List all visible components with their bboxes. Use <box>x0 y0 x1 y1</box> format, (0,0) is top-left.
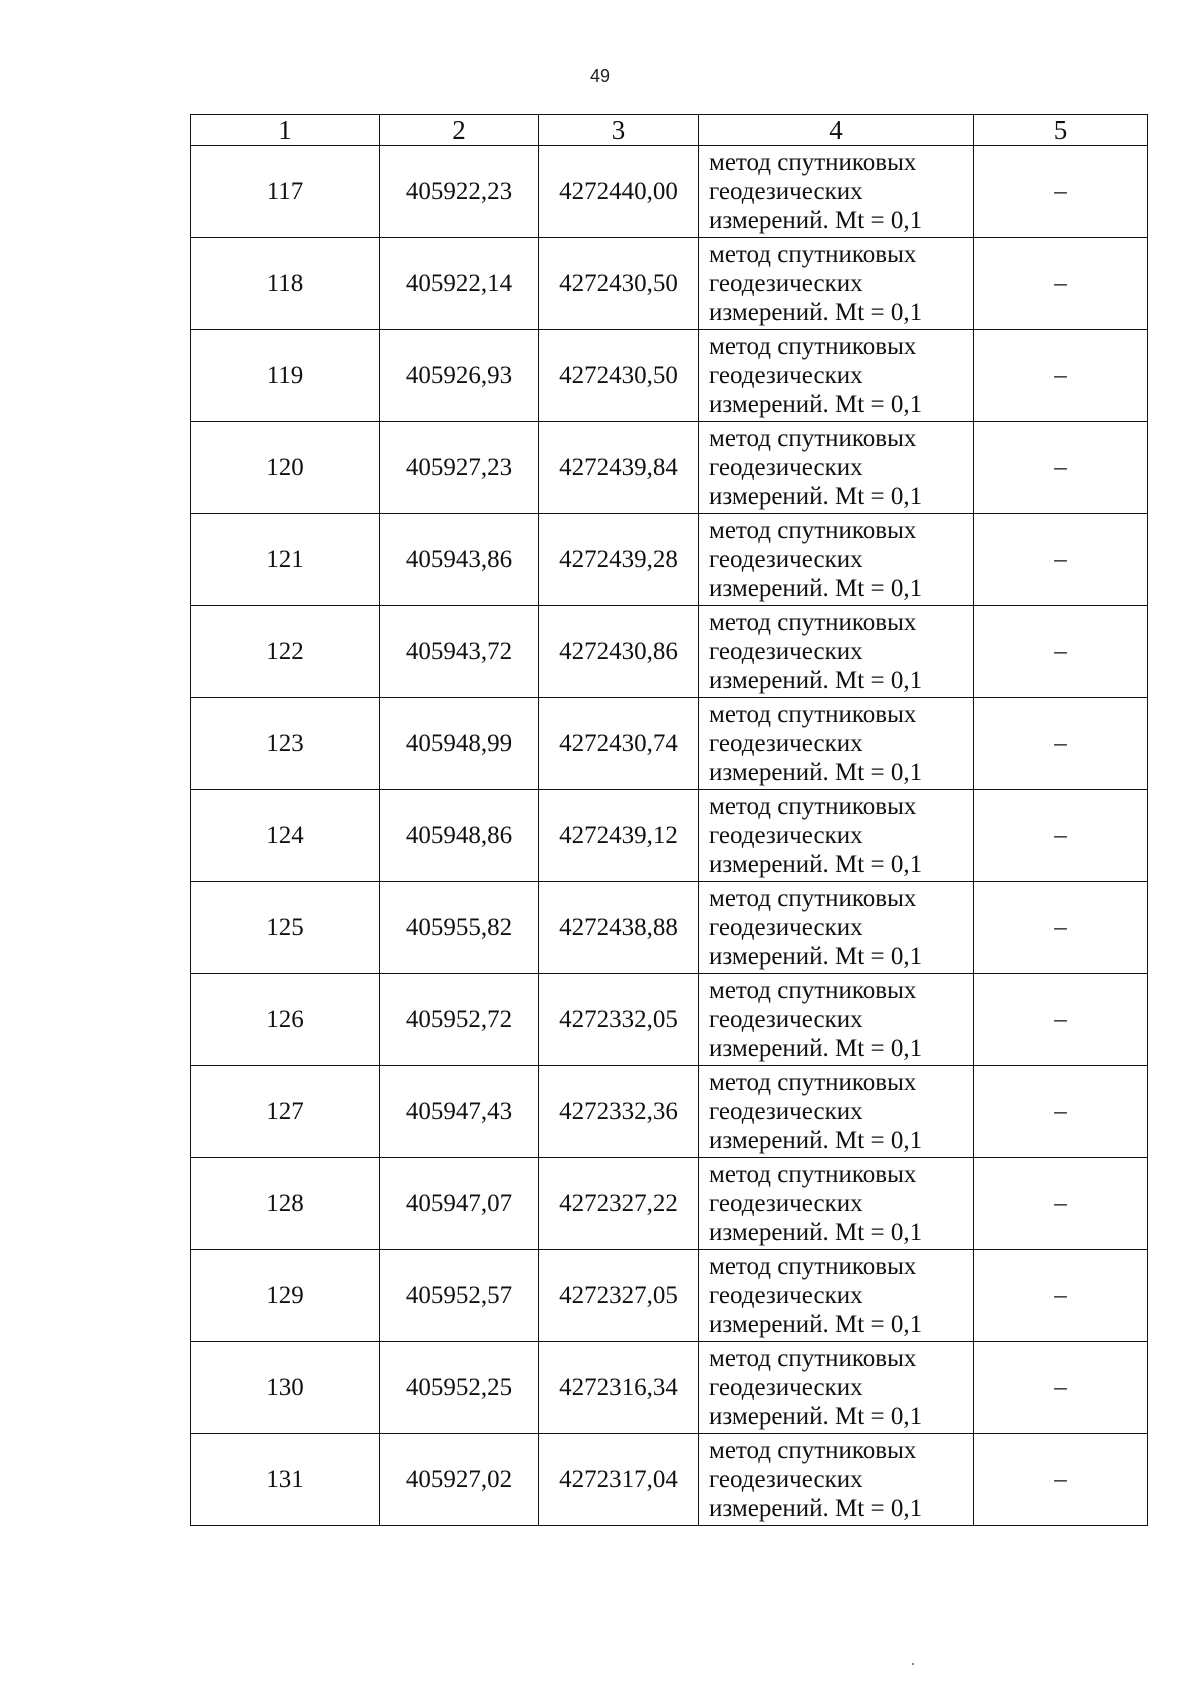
method-cell <box>699 606 974 698</box>
method-cell <box>699 330 974 422</box>
method-line: измерений. Mt = 0,1 <box>709 391 923 418</box>
y-coordinate-cell: 4272332,36 <box>539 1066 699 1158</box>
method-line: измерений. Mt = 0,1 <box>709 1403 923 1430</box>
method-line: измерений. Mt = 0,1 <box>709 1127 923 1154</box>
table-row <box>191 1066 1148 1158</box>
note-cell: – <box>974 330 1148 422</box>
y-coordinate-cell: 4272327,22 <box>539 1158 699 1250</box>
method-line: геодезических <box>709 822 863 849</box>
table-row <box>191 974 1148 1066</box>
x-coordinate-cell: 405955,82 <box>380 882 539 974</box>
point-number-cell: 123 <box>191 698 380 790</box>
method-line: измерений. Mt = 0,1 <box>709 1219 923 1246</box>
table-header-row <box>191 115 1148 146</box>
y-coordinate-cell: 4272439,28 <box>539 514 699 606</box>
method-line: геодезических <box>709 454 863 481</box>
method-line: измерений. Mt = 0,1 <box>709 575 923 602</box>
method-cell <box>699 1250 974 1342</box>
point-number-cell: 131 <box>191 1434 380 1526</box>
page-number: 49 <box>589 66 611 86</box>
x-coordinate-cell: 405927,02 <box>380 1434 539 1526</box>
x-coordinate-cell: 405943,72 <box>380 606 539 698</box>
note-cell: – <box>974 1342 1148 1434</box>
point-number-cell: 130 <box>191 1342 380 1434</box>
x-coordinate-cell: 405922,23 <box>380 146 539 238</box>
table-row <box>191 790 1148 882</box>
method-line: измерений. Mt = 0,1 <box>709 943 923 970</box>
x-coordinate-cell: 405926,93 <box>380 330 539 422</box>
method-line: метод спутниковых <box>709 425 917 452</box>
method-line: геодезических <box>709 1282 863 1309</box>
x-coordinate-cell: 405948,99 <box>380 698 539 790</box>
method-cell <box>699 1342 974 1434</box>
method-cell <box>699 974 974 1066</box>
y-coordinate-cell: 4272438,88 <box>539 882 699 974</box>
column-header-2: 2 <box>380 115 539 146</box>
method-line: метод спутниковых <box>709 1069 917 1096</box>
method-cell <box>699 790 974 882</box>
method-line: измерений. Mt = 0,1 <box>709 851 923 878</box>
method-cell <box>699 1066 974 1158</box>
point-number-cell: 128 <box>191 1158 380 1250</box>
coordinates-table <box>190 114 1148 1526</box>
method-line: метод спутниковых <box>709 1437 917 1464</box>
note-cell: – <box>974 146 1148 238</box>
table-row <box>191 514 1148 606</box>
note-cell: – <box>974 1158 1148 1250</box>
point-number-cell: 126 <box>191 974 380 1066</box>
method-line: метод спутниковых <box>709 1161 917 1188</box>
method-line: метод спутниковых <box>709 977 917 1004</box>
method-line: геодезических <box>709 546 863 573</box>
point-number-cell: 124 <box>191 790 380 882</box>
x-coordinate-cell: 405952,25 <box>380 1342 539 1434</box>
x-coordinate-cell: 405947,07 <box>380 1158 539 1250</box>
point-number-cell: 118 <box>191 238 380 330</box>
method-line: метод спутниковых <box>709 517 917 544</box>
y-coordinate-cell: 4272332,05 <box>539 974 699 1066</box>
point-number-cell: 119 <box>191 330 380 422</box>
method-line: измерений. Mt = 0,1 <box>709 1035 923 1062</box>
method-line: измерений. Mt = 0,1 <box>709 759 923 786</box>
note-cell: – <box>974 882 1148 974</box>
method-line: метод спутниковых <box>709 1253 917 1280</box>
method-line: метод спутниковых <box>709 609 917 636</box>
method-line: метод спутниковых <box>709 701 917 728</box>
method-line: геодезических <box>709 362 863 389</box>
y-coordinate-cell: 4272439,12 <box>539 790 699 882</box>
column-header-5: 5 <box>974 115 1148 146</box>
note-cell: – <box>974 422 1148 514</box>
method-line: измерений. Mt = 0,1 <box>709 1495 923 1522</box>
method-cell <box>699 882 974 974</box>
method-cell <box>699 698 974 790</box>
point-number-cell: 120 <box>191 422 380 514</box>
x-coordinate-cell: 405947,43 <box>380 1066 539 1158</box>
point-number-cell: 127 <box>191 1066 380 1158</box>
method-line: метод спутниковых <box>709 241 917 268</box>
point-number-cell: 122 <box>191 606 380 698</box>
table-row <box>191 238 1148 330</box>
note-cell: – <box>974 1066 1148 1158</box>
method-line: измерений. Mt = 0,1 <box>709 483 923 510</box>
point-number-cell: 129 <box>191 1250 380 1342</box>
method-line: геодезических <box>709 1190 863 1217</box>
method-line: геодезических <box>709 270 863 297</box>
note-cell: – <box>974 238 1148 330</box>
table-row <box>191 1250 1148 1342</box>
method-line: геодезических <box>709 1006 863 1033</box>
method-line: геодезических <box>709 1374 863 1401</box>
y-coordinate-cell: 4272317,04 <box>539 1434 699 1526</box>
note-cell: – <box>974 514 1148 606</box>
y-coordinate-cell: 4272430,50 <box>539 238 699 330</box>
column-header-1: 1 <box>191 115 380 146</box>
x-coordinate-cell: 405952,57 <box>380 1250 539 1342</box>
method-line: геодезических <box>709 178 863 205</box>
note-cell: – <box>974 1434 1148 1526</box>
table-row <box>191 1434 1148 1526</box>
point-number-cell: 121 <box>191 514 380 606</box>
table-row <box>191 1158 1148 1250</box>
y-coordinate-cell: 4272430,74 <box>539 698 699 790</box>
x-coordinate-cell: 405922,14 <box>380 238 539 330</box>
table-row <box>191 698 1148 790</box>
x-coordinate-cell: 405943,86 <box>380 514 539 606</box>
method-line: геодезических <box>709 914 863 941</box>
table-row <box>191 882 1148 974</box>
method-line: геодезических <box>709 730 863 757</box>
method-line: метод спутниковых <box>709 1345 917 1372</box>
x-coordinate-cell: 405952,72 <box>380 974 539 1066</box>
point-number-cell: 117 <box>191 146 380 238</box>
column-header-4: 4 <box>699 115 974 146</box>
table-row <box>191 1342 1148 1434</box>
x-coordinate-cell: 405948,86 <box>380 790 539 882</box>
note-cell: – <box>974 698 1148 790</box>
y-coordinate-cell: 4272430,86 <box>539 606 699 698</box>
note-cell: – <box>974 606 1148 698</box>
method-cell <box>699 238 974 330</box>
y-coordinate-cell: 4272440,00 <box>539 146 699 238</box>
y-coordinate-cell: 4272439,84 <box>539 422 699 514</box>
method-line: геодезических <box>709 1466 863 1493</box>
table-row <box>191 146 1148 238</box>
note-cell: – <box>974 974 1148 1066</box>
method-line: измерений. Mt = 0,1 <box>709 207 923 234</box>
note-cell: – <box>974 1250 1148 1342</box>
y-coordinate-cell: 4272327,05 <box>539 1250 699 1342</box>
method-line: метод спутниковых <box>709 885 917 912</box>
method-line: геодезических <box>709 1098 863 1125</box>
method-cell <box>699 422 974 514</box>
y-coordinate-cell: 4272430,50 <box>539 330 699 422</box>
x-coordinate-cell: 405927,23 <box>380 422 539 514</box>
scan-speck <box>912 1663 914 1665</box>
method-cell <box>699 146 974 238</box>
point-number-cell: 125 <box>191 882 380 974</box>
method-cell <box>699 1434 974 1526</box>
method-cell <box>699 1158 974 1250</box>
method-line: измерений. Mt = 0,1 <box>709 299 923 326</box>
table-row <box>191 330 1148 422</box>
table-row <box>191 422 1148 514</box>
method-line: измерений. Mt = 0,1 <box>709 1311 923 1338</box>
method-line: метод спутниковых <box>709 333 917 360</box>
column-header-3: 3 <box>539 115 699 146</box>
method-line: геодезических <box>709 638 863 665</box>
note-cell: – <box>974 790 1148 882</box>
table-body <box>191 146 1148 1526</box>
y-coordinate-cell: 4272316,34 <box>539 1342 699 1434</box>
method-cell <box>699 514 974 606</box>
table-row <box>191 606 1148 698</box>
method-line: измерений. Mt = 0,1 <box>709 667 923 694</box>
method-line: метод спутниковых <box>709 793 917 820</box>
method-line: метод спутниковых <box>709 149 917 176</box>
